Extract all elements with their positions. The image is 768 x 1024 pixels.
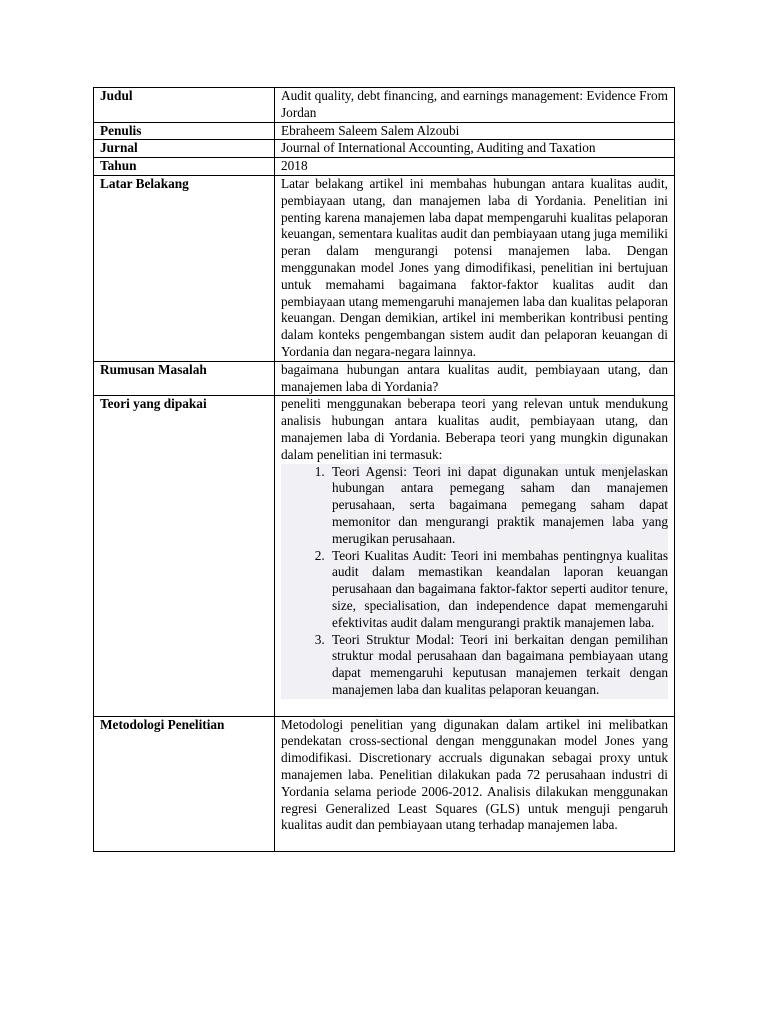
row-metodologi	[94, 716, 675, 851]
teori-intro: peneliti menggunakan beberapa teori yang relevan untuk mendukung analisis hubungan antara kualitas audit, pembiayaan utang, dan manajemen laba di Yordania. Beberapa teori yang mungkin digunakan dalam penelitian ini termasuk:	[281, 396, 668, 462]
theory-item-agensi: 1. Teori Agensi: Teori ini dapat digunakan untuk menjelaskan hubungan antara pemegang saham dan manajemen perusahaan, serta bagaimana pemegang saham dapat memonitor dan mengurangi praktik manajemen laba yang merugikan perusahaan.	[328, 464, 668, 548]
label-penulis: Penulis	[94, 122, 275, 140]
value-teori	[275, 396, 675, 716]
value-jurnal: Journal of International Accounting, Auditing and Taxation	[275, 140, 675, 158]
label-jurnal: Jurnal	[94, 140, 275, 158]
label-metodologi: Metodologi Penelitian	[94, 716, 275, 851]
value-rumusan-masalah: bagaimana hubungan antara kualitas audit, pembiayaan utang, dan manajemen laba di Yordania?	[275, 361, 675, 396]
row-rumusan-masalah	[94, 361, 675, 396]
value-metodologi	[275, 716, 675, 851]
value-penulis: Ebraheem Saleem Salem Alzoubi	[275, 122, 675, 140]
summary-table	[93, 87, 675, 852]
value-latar-belakang: Latar belakang artikel ini membahas hubungan antara kualitas audit, pembiayaan utang, dan manajemen laba di Yordania. Penelitian ini penting karena manajemen laba dapat mempengaruhi kualitas pelaporan keuangan, sementara kualitas audit dan pembiayaan utang juga memiliki peran dalam mengurangi potensi manajemen laba. Dengan menggunakan model Jones yang dimodifikasi, penelitian ini bertujuan untuk memahami bagaimana faktor-faktor kualitas audit dan pembiayaan utang memengaruhi manajemen laba dan kualitas pelaporan keuangan. Dengan demikian, artikel ini memberikan kontribusi penting dalam konteks pengembangan sistem audit dan pelaporan keuangan di Yordania dan negara-negara lainnya.	[275, 175, 675, 361]
value-tahun: 2018	[275, 158, 675, 176]
metodologi-text: Metodologi penelitian yang digunakan dalam artikel ini melibatkan pendekatan cross-sectional dengan menggunakan model Jones yang dimodifikasi. Discretionary accruals digunakan sebagai proxy untuk manajemen laba. Penelitian dilakukan pada 72 perusahaan industri di Yordania selama periode 2006-2012. Analisis dilakukan menggunakan regresi Generalized Least Squares (GLS) untuk menguji pengaruh kualitas audit dan pembiayaan utang terhadap manajemen laba.	[281, 716, 668, 833]
theory-item-kualitas-audit: 2. Teori Kualitas Audit: Teori ini membahas pentingnya kualitas audit dalam memastikan keandalan laporan keuangan perusahaan dan bagaimana faktor-faktor seperti auditor tenure, size, specialisation, dan independence dapat memengaruhi efektivitas audit dalam mengurangi praktik manajemen laba.	[328, 548, 668, 632]
row-teori	[94, 396, 675, 716]
label-judul: Judul	[94, 88, 275, 123]
spacer	[281, 699, 668, 716]
label-tahun: Tahun	[94, 158, 275, 176]
row-jurnal	[94, 140, 675, 158]
label-latar-belakang: Latar Belakang	[94, 175, 275, 361]
theory-list	[281, 464, 668, 699]
value-judul: Audit quality, debt financing, and earnings management: Evidence From Jordan	[275, 88, 675, 123]
row-judul	[94, 88, 675, 123]
label-teori: Teori yang dipakai	[94, 396, 275, 716]
row-latar-belakang	[94, 175, 675, 361]
row-penulis	[94, 122, 675, 140]
label-rumusan-masalah: Rumusan Masalah	[94, 361, 275, 396]
theory-item-struktur-modal: 3. Teori Struktur Modal: Teori ini berkaitan dengan pemilihan struktur modal perusahaan dan bagaimana pembiayaan utang dapat memengaruhi keputusan manajemen terkait dengan manajemen laba dan kualitas pelaporan keuangan.	[328, 632, 668, 699]
row-tahun	[94, 158, 675, 176]
